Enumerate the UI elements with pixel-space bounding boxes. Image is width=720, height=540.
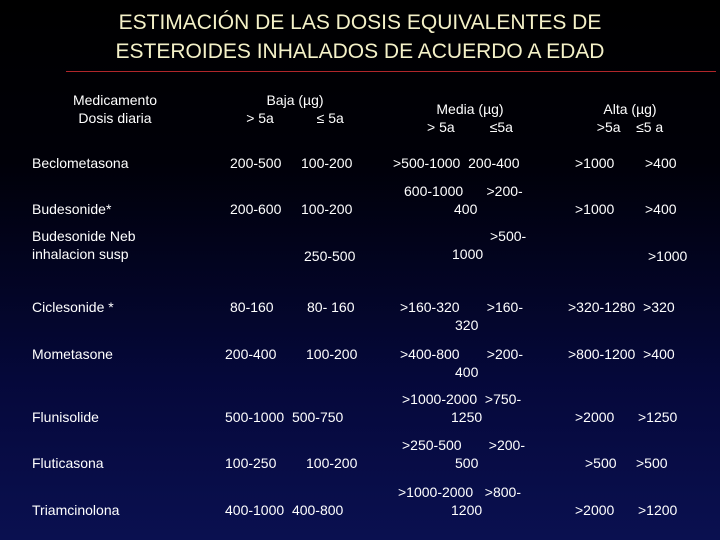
row-budesonide-high-le5: >400 — [645, 201, 677, 217]
row-ciclesonide-mid-line-2: 320 — [455, 317, 479, 333]
row-budesonide-neb-low-le5: 250-500 — [304, 248, 356, 264]
row-triamcinolona-name: Triamcinolona — [32, 502, 120, 518]
row-beclometasona-name: Beclometasona — [32, 155, 129, 171]
row-flunisolide-high-le5: >1250 — [638, 409, 678, 425]
row-mometasone-name: Mometasone — [32, 346, 113, 362]
header-low-line-1: Baja (µg) — [266, 92, 324, 108]
row-fluticasona-low-gt5: 100-250 — [225, 455, 277, 471]
row-beclometasona-high-le5: >400 — [645, 155, 677, 171]
row-ciclesonide-high: >320-1280 >320 — [568, 299, 675, 315]
header-mid-line-1: Media (µg) — [436, 101, 504, 117]
row-flunisolide-mid-line-2: 1250 — [451, 409, 483, 425]
row-fluticasona-mid-line-1: >250-500 >200- — [402, 437, 525, 453]
row-triamcinolona-high-le5: >1200 — [638, 502, 678, 518]
header-high-line-2: >5a ≤5 a — [596, 119, 664, 135]
row-beclometasona-mid: >500-1000 200-400 — [393, 155, 520, 171]
row-budesonide-high-gt5: >1000 — [575, 201, 615, 217]
row-fluticasona-low-le5: 100-200 — [306, 455, 358, 471]
header-drug-line-2: Dosis diaria — [78, 110, 152, 126]
title-divider — [66, 71, 716, 72]
row-beclometasona-high-gt5: >1000 — [575, 155, 615, 171]
row-budesonide-neb-mid-line-1: >500- — [490, 228, 527, 244]
row-ciclesonide-mid-line-1: >160-320 >160- — [400, 299, 523, 315]
row-flunisolide-low: 500-1000 500-750 — [225, 409, 344, 425]
header-drug-line-1: Medicamento — [72, 92, 158, 108]
row-triamcinolona-low: 400-1000 400-800 — [225, 502, 344, 518]
row-budesonide-low-le5: 100-200 — [301, 201, 353, 217]
row-flunisolide-mid-line-1: >1000-2000 >750- — [402, 391, 522, 407]
page-title — [0, 8, 720, 66]
row-fluticasona-high-gt5: >500 — [585, 455, 617, 471]
row-ciclesonide-low-le5: 80- 160 — [307, 299, 355, 315]
row-budesonide-neb-mid-line-2: 1000 — [452, 246, 484, 262]
row-mometasone-low-le5: 100-200 — [306, 346, 358, 362]
row-budesonide-mid-line-2: 400 — [454, 201, 478, 217]
row-triamcinolona-high-gt5: >2000 — [575, 502, 615, 518]
row-budesonide-mid-line-1: 600-1000 >200- — [404, 183, 523, 199]
header-high-line-1: Alta (µg) — [603, 101, 657, 117]
row-triamcinolona-mid-line-2: 1200 — [451, 502, 483, 518]
title-line-1: ESTIMACIÓN DE LAS DOSIS EQUIVALENTES DE — [118, 11, 602, 34]
row-fluticasona-name: Fluticasona — [32, 455, 104, 471]
row-mometasone-mid-line-1: >400-800 >200- — [400, 346, 523, 362]
row-fluticasona-high-le5: >500 — [636, 455, 668, 471]
row-beclometasona-low-le5: 100-200 — [301, 155, 353, 171]
row-beclometasona-low-gt5: 200-500 — [230, 155, 282, 171]
row-ciclesonide-low-gt5: 80-160 — [230, 299, 274, 315]
row-mometasone-low-gt5: 200-400 — [225, 346, 277, 362]
row-fluticasona-mid-line-2: 500 — [455, 455, 479, 471]
row-budesonide-neb-high-le5: >1000 — [648, 248, 688, 264]
row-flunisolide-name: Flunisolide — [32, 409, 99, 425]
row-budesonide-name: Budesonide* — [32, 201, 112, 217]
row-mometasone-mid-line-2: 400 — [455, 364, 479, 380]
title-line-2: ESTEROIDES INHALADOS DE ACUERDO A EDAD — [115, 40, 605, 63]
row-ciclesonide-name: Ciclesonide * — [32, 299, 114, 315]
row-flunisolide-high-gt5: >2000 — [575, 409, 615, 425]
row-triamcinolona-mid-line-1: >1000-2000 >800- — [398, 484, 521, 500]
row-budesonide-low-gt5: 200-600 — [230, 201, 282, 217]
header-low-line-2: > 5a ≤ 5a — [246, 110, 344, 126]
header-mid-line-2: > 5a ≤5a — [427, 119, 513, 135]
row-budesonide-neb-name-line-2: inhalacion susp — [32, 246, 129, 262]
row-mometasone-high: >800-1200 >400 — [568, 346, 675, 362]
row-budesonide-neb-name-line-1: Budesonide Neb — [32, 228, 136, 244]
